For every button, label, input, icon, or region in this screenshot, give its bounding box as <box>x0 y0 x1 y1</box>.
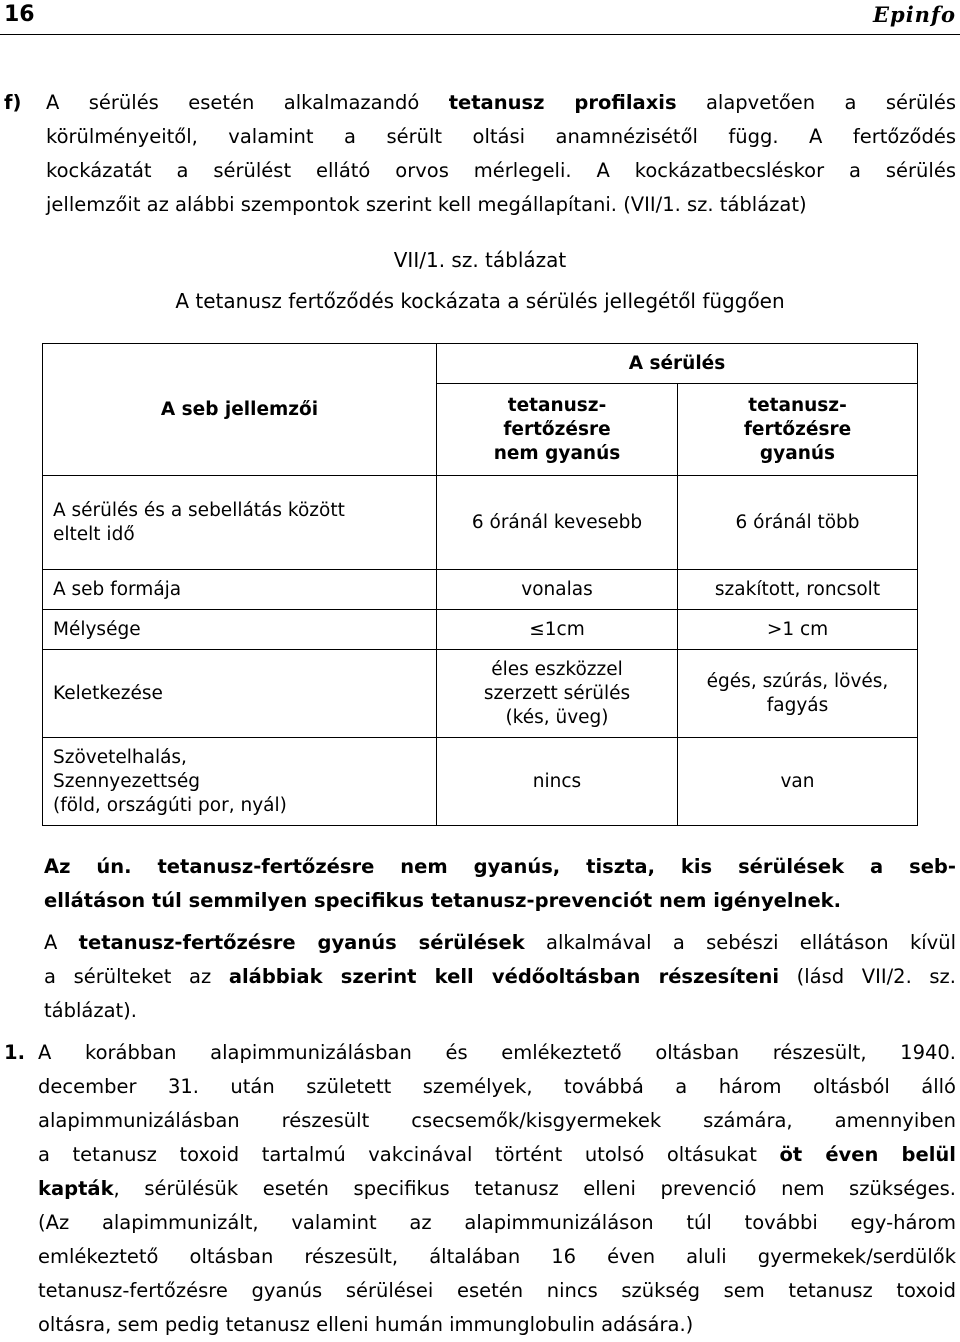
text-line: ellátáson túl semmilyen specifikus tetanusz-prevenciót nem igényelnek. <box>44 889 842 912</box>
paragraph-f <box>4 86 956 222</box>
text: a sérülteket az <box>44 965 229 988</box>
bold-text: tetanusz profilaxis <box>448 91 677 114</box>
text-line: A korábban alapimmunizálásban és emlékeztető oltásban részesült, 1940. <box>38 1041 956 1064</box>
text: alapvetően a sérülés <box>676 91 956 114</box>
text-line: (Az alapimmunizált, valamint az alapimmunizáláson túl további egy-három <box>38 1211 956 1234</box>
text: A <box>44 931 79 954</box>
cell-not-suspicious: vonalas <box>437 570 678 610</box>
text-line: december 31. után született személyek, továbbá a három oltásból álló <box>38 1075 956 1098</box>
header-line: fertőzésre <box>503 418 611 440</box>
cell-not-suspicious: ≤1cm <box>437 610 678 650</box>
table-row <box>43 738 918 826</box>
text-line: körülményeitől, valamint a sérült oltási anamnézisétől függ. A fertőződés <box>46 125 956 148</box>
header-suspicious <box>678 384 918 476</box>
table-row <box>43 476 918 570</box>
label-line: Szennyezettség <box>53 770 200 792</box>
text-line: emlékeztető oltásban részesült, általában 16 éven aluli gyermekek/serdülők <box>38 1245 956 1268</box>
text: A sérülés esetén alkalmazandó <box>46 91 449 114</box>
cell-not-suspicious: nincs <box>437 738 678 826</box>
table-header-row <box>43 344 918 384</box>
header-line: gyanús <box>759 442 836 464</box>
text: alkalmával a sebészi ellátáson kívül <box>524 931 956 954</box>
cell-suspicious: van <box>678 738 918 826</box>
page-header <box>0 0 960 35</box>
brand-logo: Epinfo <box>873 2 956 27</box>
header-wound-characteristics: A seb jellemzői <box>43 344 437 476</box>
header-injury-group: A sérülés <box>437 344 918 384</box>
cell-suspicious <box>678 650 918 738</box>
row-label: Mélysége <box>43 610 437 650</box>
row-label: Keletkezése <box>43 650 437 738</box>
cell-not-suspicious: 6 óránál kevesebb <box>437 476 678 570</box>
table-row <box>43 570 918 610</box>
text-line <box>38 1138 956 1172</box>
text-line: tetanusz-fertőzésre gyanús sérülései esetén nincs szükség sem tetanusz toxoid <box>38 1279 956 1302</box>
table-title: A tetanusz fertőződés kockázata a sérülés jellegétől függően <box>175 289 785 313</box>
bold-text: tetanusz-fertőzésre gyanús sérülések <box>78 931 525 954</box>
text-line <box>44 926 956 960</box>
paragraph-a <box>44 926 956 1028</box>
header-line: fertőzésre <box>743 418 852 440</box>
cell-line: éles eszközzel <box>491 658 623 680</box>
text-line <box>38 1172 956 1206</box>
label-line: (föld, országúti por, nyál) <box>53 794 287 816</box>
paragraph-label: f) <box>4 91 22 114</box>
list-number: 1. <box>4 1041 25 1064</box>
risk-table <box>42 343 918 826</box>
bold-text: öt éven belül <box>779 1143 956 1166</box>
text-line <box>46 86 956 120</box>
cell-suspicious: 6 óránál több <box>678 476 918 570</box>
text-line: oltásra, sem pedig tetanusz elleni humán immunglobulin adására.) <box>38 1313 694 1336</box>
cell-suspicious: szakított, roncsolt <box>678 570 918 610</box>
cell-line: (kés, üveg) <box>505 706 609 728</box>
label-line: eltelt idő <box>53 523 135 545</box>
cell-line: égés, szúrás, lövés, <box>706 671 889 692</box>
text-line: alapimmunizálásban részesült csecsemők/kisgyermekek számára, amennyiben <box>38 1109 956 1132</box>
header-line: tetanusz- <box>748 394 847 416</box>
page-number: 16 <box>4 2 35 27</box>
cell-line: szerzett sérülés <box>483 682 631 704</box>
row-label: A seb formája <box>43 570 437 610</box>
row-label <box>43 738 437 826</box>
text: , sérülésük esetén specifikus tetanusz elleni prevenció nem szükséges. <box>113 1177 956 1200</box>
text: (lásd VII/2. sz. <box>779 965 956 988</box>
text-line <box>44 960 956 994</box>
bold-text: kapták <box>38 1177 114 1200</box>
row-label <box>43 476 437 570</box>
text-line: Az ún. tetanusz-fertőzésre nem gyanús, tiszta, kis sérülések a seb- <box>44 855 956 878</box>
cell-not-suspicious <box>437 650 678 738</box>
text: a tetanusz toxoid tartalmú vakcinával történt utolsó oltásukat <box>38 1143 780 1166</box>
text-line: kockázatát a sérülést ellátó orvos mérlegeli. A kockázatbecsléskor a sérülés <box>46 159 956 182</box>
header-not-suspicious <box>437 384 678 476</box>
paragraph-un <box>44 850 956 918</box>
label-line: Szövetelhalás, <box>53 746 187 768</box>
bold-text: alábbiak szerint kell védőoltásban részesíteni <box>228 965 780 988</box>
paragraph-1 <box>4 1036 956 1342</box>
text-line: táblázat). <box>44 999 137 1022</box>
label-line: A sérülés és a sebellátás között <box>53 499 345 521</box>
table-row <box>43 650 918 738</box>
header-line: tetanusz- <box>507 394 607 416</box>
header-line: nem gyanús <box>493 442 621 464</box>
cell-suspicious: >1 cm <box>678 610 918 650</box>
text-line: jellemzőit az alábbi szempontok szerint kell megállapítani. (VII/1. sz. táblázat) <box>46 193 807 216</box>
table-number: VII/1. sz. táblázat <box>393 248 567 272</box>
table-row <box>43 610 918 650</box>
cell-line: fagyás <box>766 695 829 716</box>
